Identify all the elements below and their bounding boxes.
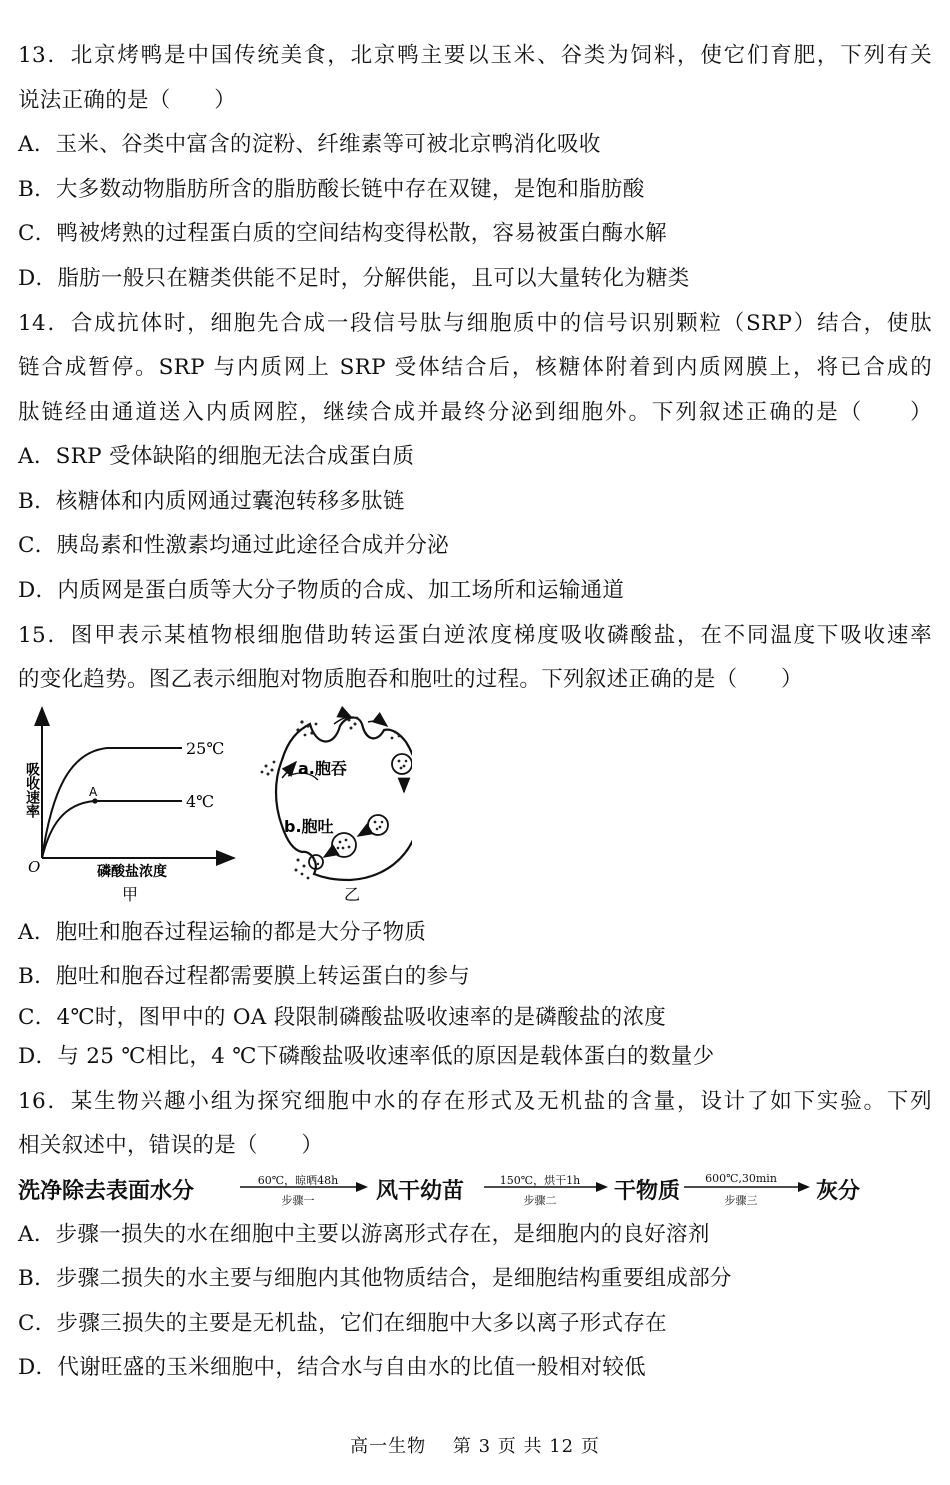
flow-node-washed: 洗净除去表面水分	[18, 1179, 195, 1204]
footer-page-number: 第 3 页 共 12 页	[452, 1436, 600, 1457]
q15-option-c: C．4℃时，图甲中的 OA 段限制磷酸盐吸收速率的是磷酸盐的浓度	[18, 1005, 667, 1030]
q13-option-a: A．玉米、谷类中富含的淀粉、纤维素等可被北京鸭消化吸收	[18, 132, 601, 157]
label-25c: 25℃	[186, 739, 225, 758]
figure-jia	[24, 708, 234, 904]
q13-stem-line1: 13．北京烤鸭是中国传统美食，北京鸭主要以玉米、谷类为饲料，使它们育肥，下列有关	[18, 43, 932, 68]
step2-label: 步骤二	[523, 1194, 557, 1207]
flow-step2-arrow	[484, 1170, 610, 1210]
q15-option-b: B．胞吐和胞吞过程都需要膜上转运蛋白的参与	[18, 964, 471, 989]
page-footer	[0, 1432, 950, 1458]
step2-arrow-icon	[484, 1182, 610, 1192]
q16-stem-line1: 16．某生物兴趣小组为探究细胞中水的存在形式及无机盐的含量，设计了如下实验。下列	[18, 1089, 932, 1114]
label-exocytosis: b.胞吐	[284, 817, 334, 836]
q13-option-b: B．大多数动物脂肪所含的脂肪酸长链中存在双键，是饱和脂肪酸	[18, 177, 645, 202]
q14-stem-line1: 14．合成抗体时，细胞先合成一段信号肽与细胞质中的信号识别颗粒（SRP）结合，使肽	[18, 311, 932, 336]
q16-stem-line2: 相关叙述中，错误的是（ ）	[18, 1133, 324, 1158]
y-axis-label: 吸收速率	[24, 762, 40, 818]
step1-condition: 60℃，晾晒48h	[257, 1174, 339, 1187]
x-axis-label: 磷酸盐浓度	[97, 864, 167, 880]
q16-option-d: D．代谢旺盛的玉米细胞中，结合水与自由水的比值一般相对较低	[18, 1355, 646, 1380]
q13-option-c: C．鸭被烤熟的过程蛋白质的空间结构变得松散，容易被蛋白酶水解	[18, 221, 667, 246]
q15-stem-line1: 15．图甲表示某植物根细胞借助转运蛋白逆浓度梯度吸收磷酸盐，在不同温度下吸收速率	[18, 623, 932, 648]
flow-node-ash: 灰分	[816, 1179, 861, 1204]
figure-yi	[261, 717, 412, 904]
footer-subject: 高一生物	[350, 1436, 427, 1457]
step1-arrow-icon	[240, 1182, 370, 1192]
q14-option-d: D．内质网是蛋白质等大分子物质的合成、加工场所和运输通道	[18, 578, 625, 603]
curve-25c	[42, 748, 182, 858]
experiment-flow	[18, 1170, 938, 1210]
q15-option-d: D．与 25 ℃相比，4 ℃下磷酸盐吸收速率低的原因是载体蛋白的数量少	[18, 1044, 715, 1069]
point-a	[92, 798, 97, 803]
cell-membrane	[276, 717, 412, 880]
point-a-label: A	[89, 785, 98, 799]
q14-stem-line3: 肽链经由通道送入内质网腔，继续合成并最终分泌到细胞外。下列叙述正确的是（ ）	[18, 400, 932, 425]
label-4c: 4℃	[186, 792, 215, 811]
origin-label: O	[28, 858, 41, 876]
step3-arrow-icon	[684, 1182, 812, 1192]
flow-node-dry-matter: 干物质	[614, 1179, 681, 1204]
step2-condition: 150℃，烘干1h	[499, 1174, 581, 1187]
q14-option-a: A．SRP 受体缺陷的细胞无法合成蛋白质	[18, 444, 415, 469]
q13-option-d: D．脂肪一般只在糖类供能不足时，分解供能，且可以大量转化为糖类	[18, 266, 690, 291]
caption-yi: 乙	[344, 885, 361, 904]
q14-stem-line2: 链合成暂停。SRP 与内质网上 SRP 受体结合后，核糖体附着到内质网膜上，将已合成的	[18, 355, 932, 380]
flow-node-seedling: 风干幼苗	[376, 1179, 465, 1204]
process-arrows	[282, 717, 404, 857]
flow-step3-arrow	[684, 1170, 812, 1210]
curve-4c	[42, 801, 182, 858]
q15-option-a: A．胞吐和胞吞过程运输的都是大分子物质	[18, 920, 427, 945]
q14-option-b: B．核糖体和内质网通过囊泡转移多肽链	[18, 489, 405, 514]
q16-option-c: C．步骤三损失的主要是无机盐，它们在细胞中大多以离子形式存在	[18, 1311, 667, 1336]
q13-stem-line2: 说法正确的是（ ）	[18, 88, 237, 113]
q14-option-c: C．胰岛素和性激素均通过此途径合成并分泌	[18, 533, 449, 558]
step1-label: 步骤一	[281, 1194, 315, 1207]
q16-option-a: A．步骤一损失的水在细胞中主要以游离形式存在，是细胞内的良好溶剂	[18, 1222, 710, 1247]
q15-figure	[12, 700, 412, 910]
caption-jia: 甲	[122, 885, 139, 904]
step3-label: 步骤三	[724, 1194, 758, 1207]
flow-step1-arrow	[240, 1170, 370, 1210]
q16-option-b: B．步骤二损失的水主要与细胞内其他物质结合，是细胞结构重要组成部分	[18, 1266, 732, 1291]
step3-condition: 600℃,30min	[705, 1172, 777, 1185]
label-endocytosis: a.胞吞	[298, 759, 347, 778]
q15-stem-line2: 的变化趋势。图乙表示细胞对物质胞吞和胞吐的过程。下列叙述正确的是（ ）	[18, 667, 803, 692]
